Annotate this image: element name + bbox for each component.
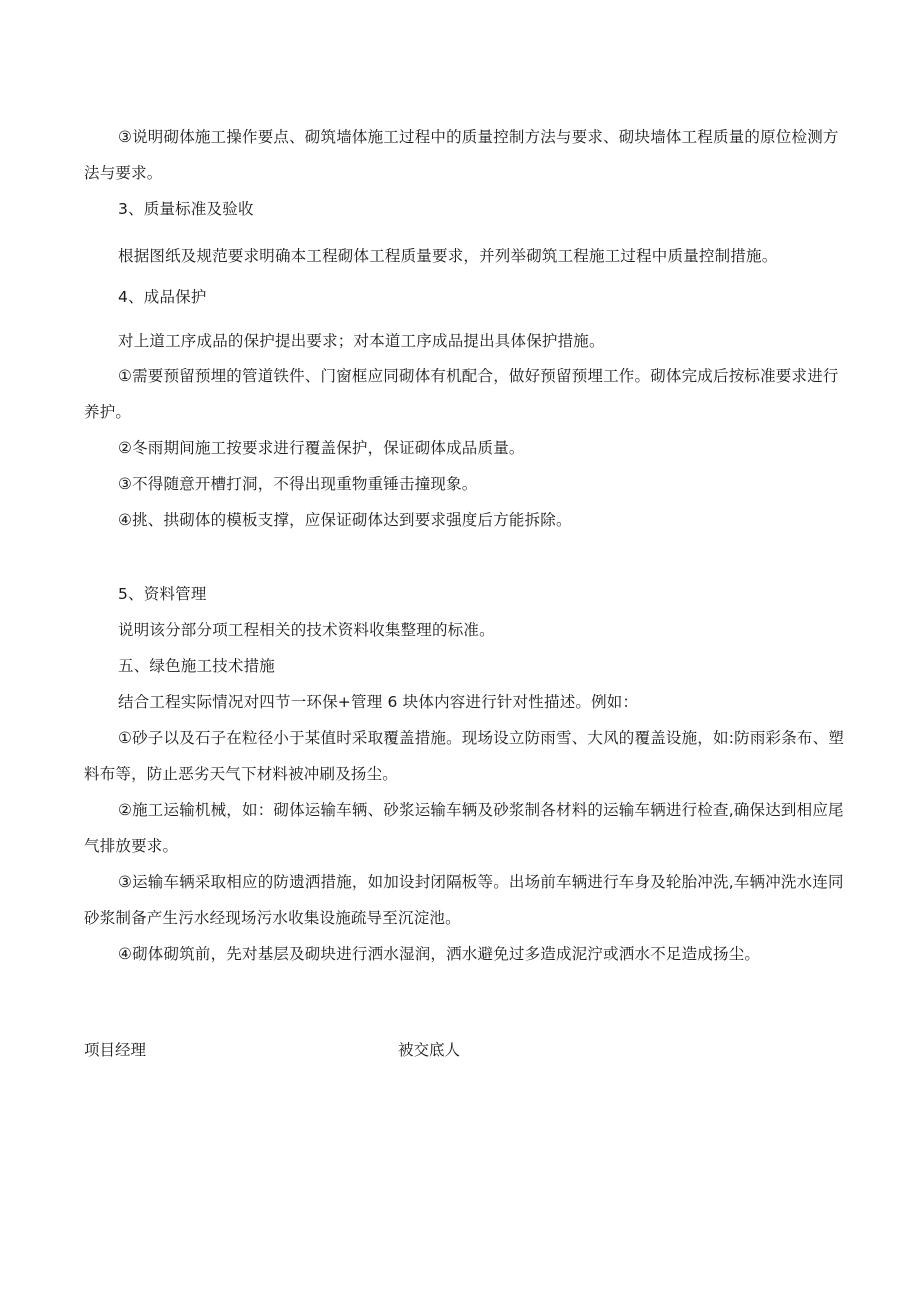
heading-green-construction: 五、绿色施工技术措施 (118, 657, 276, 675)
paragraph-green-intro: 结合工程实际情况对四节一环保+管理 6 块体内容进行针对性描述。例如： (118, 693, 639, 711)
heading-document-management: 5、资料管理 (118, 585, 207, 603)
paragraph-green-item-1: ①砂子以及石子在粒径小于某值时采取覆盖措施。现场设立防雨雪、大风的覆盖设施，如:防雨彩条布、塑料布等，防止恶劣天气下材料被冲刷及扬尘。 (84, 729, 845, 783)
heading-finished-product-protection: 4、成品保护 (118, 288, 207, 306)
paragraph-protection-item-3: ③不得随意开槽打洞，不得出现重物重锤击撞现象。 (118, 475, 478, 493)
paragraph-green-item-2: ②施工运输机械，如：砌体运输车辆、砂浆运输车辆及砂浆制各材料的运输车辆进行检查,确保达到相应尾气排放要求。 (84, 801, 844, 855)
paragraph-protection-item-1: ①需要预留预埋的管道铁件、门窗框应同砌体有机配合，做好预留预埋工作。砌体完成后按标准要求进行养护。 (84, 367, 839, 421)
paragraph-green-item-4: ④砌体砌筑前，先对基层及砌块进行洒水湿润，洒水避免过多造成泥泞或洒水不足造成扬尘。 (118, 945, 761, 963)
paragraph-green-item-3: ③运输车辆采取相应的防遗洒措施，如加设封闭隔板等。出场前车辆进行车身及轮胎冲洗,车辆冲洗水连同砂浆制备产生污水经现场污水收集设施疏导至沉淀池。 (84, 873, 844, 927)
paragraph-masonry-key-points: ③说明砌体施工操作要点、砌筑墙体施工过程中的质量控制方法与要求、砌块墙体工程质量的原位检测方法与要求。 (84, 128, 839, 182)
paragraph-protection-item-4: ④挑、拱砌体的模板支撑，应保证砌体达到要求强度后方能拆除。 (118, 511, 572, 529)
signature-project-manager: 项目经理 (84, 1041, 147, 1059)
signature-recipient: 被交底人 (398, 1041, 461, 1059)
heading-quality-standards: 3、质量标准及验收 (118, 200, 254, 218)
paragraph-protection-requirements: 对上道工序成品的保护提出要求；对本道工序成品提出具体保护措施。 (118, 332, 605, 350)
paragraph-document-standards: 说明该分部分项工程相关的技术资料收集整理的标准。 (118, 621, 495, 639)
paragraph-quality-requirements: 根据图纸及规范要求明确本工程砌体工程质量要求，并列举砌筑工程施工过程中质量控制措施。 (118, 247, 778, 265)
paragraph-protection-item-2: ②冬雨期间施工按要求进行覆盖保护，保证砌体成品质量。 (118, 439, 525, 457)
